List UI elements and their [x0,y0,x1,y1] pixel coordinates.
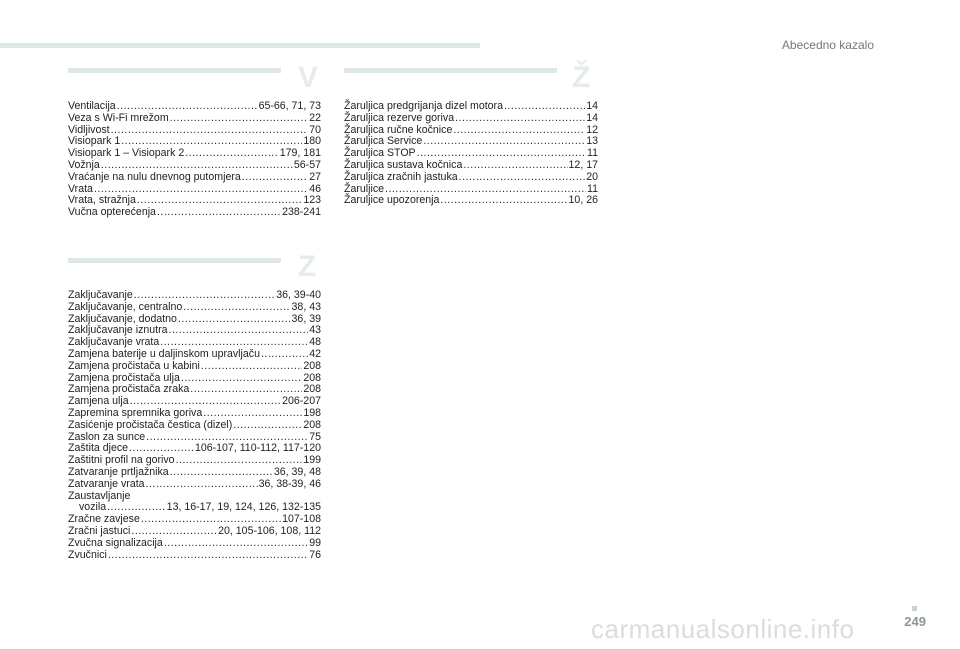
entry-pages: 180 [303,135,321,148]
index-entry [344,195,598,207]
entry-name: Zamjena pročistača u kabini [68,359,200,372]
index-entry [68,113,321,125]
index-entry [68,172,321,184]
entry-pages: 43 [309,324,321,337]
entry-name: Zračni jastuci [68,524,131,537]
leader-dots [504,101,585,113]
entry-pages: 206-207 [282,395,321,408]
leader-dots [233,420,302,432]
entry-pages: 107-108 [282,513,321,526]
entry-name: Zatvaranje prtljažnika [68,465,169,478]
entry-pages: 42 [309,347,321,360]
leader-dots [459,172,586,184]
section-v-rule [68,68,281,73]
entry-pages: 20, 105-106, 108, 112 [218,524,321,537]
entry-pages: 36, 39 [291,312,321,325]
entry-pages: 75 [309,430,321,443]
entry-name: Zaštita djece [68,442,129,455]
leader-dots [108,550,308,562]
entry-name: Zamjena baterije u daljinskom upravljaču [68,347,260,360]
section-v-letter: V [298,61,319,94]
entry-name: Vrata [68,182,93,195]
index-entry [68,538,321,550]
entry-name: Žaruljice [344,182,385,195]
entry-name: Vraćanje na nulu dnevnog putomjera [68,170,241,183]
entry-name: Visiopark 1 – Visiopark 2 [68,147,185,160]
entry-name: Vučna opterećenja [68,206,156,219]
index-entry [68,420,321,432]
entry-pages: 56-57 [293,158,321,171]
index-entry [68,526,321,538]
leader-dots [261,349,308,361]
entry-name: Visiopark 1 [68,135,121,148]
entry-name: Žaruljice upozorenja [344,194,440,207]
entry-pages: 12 [586,123,598,136]
entry-pages: 22 [309,111,321,124]
entry-name: Žaruljica zračnih jastuka [344,170,458,183]
entry-name: Vrata, stražnja [68,194,136,207]
index-entry [68,408,321,420]
entry-pages: 11 [587,147,598,160]
leader-dots [101,160,293,172]
leader-dots [170,467,273,479]
entry-pages: 36, 39, 48 [273,465,321,478]
entry-pages: 199 [303,454,321,467]
entry-pages: 13, 16-17, 19, 124, 126, 132-135 [166,501,321,514]
section-zh-entries [344,101,598,207]
entry-name: Žaruljica ručne kočnice [344,123,453,136]
index-entry [344,160,598,172]
entry-name: Zvučna signalizacija [68,536,163,549]
leader-dots [169,325,309,337]
index-entry [68,349,321,361]
leader-dots [178,314,291,326]
entry-name: Ventilacija [68,100,116,112]
entry-name: Žaruljica predgrijanja dizel motora [344,100,503,112]
leader-dots [164,538,308,550]
entry-pages: 46 [309,182,321,195]
leader-dots [453,125,585,137]
entry-name: Zaključavanje, dodatno [68,312,177,325]
entry-pages: 208 [303,359,321,372]
section-z-letter: Z [298,250,317,283]
entry-name: Žaruljica Service [344,135,423,148]
leader-dots [455,113,585,125]
index-entry [68,361,321,373]
entry-name: Zvučnici [68,548,107,561]
index-entry [68,160,321,172]
section-zh-rule [344,68,557,73]
leader-dots [170,113,309,125]
leader-dots [423,136,585,148]
entry-name: Zaslon za sunce [68,430,146,443]
leader-dots [181,373,302,385]
entry-name: Veza s Wi-Fi mrežom [68,111,169,124]
entry-pages: 198 [303,406,321,419]
entry-name: Zamjena pročistača zraka [68,383,190,396]
index-entry [68,207,321,219]
page-marker [912,606,917,611]
entry-pages: 106-107, 110-112, 117-120 [194,442,321,455]
entry-name: Zaustavljanje [68,489,131,502]
entry-name: Zapremina spremnika goriva [68,406,203,419]
section-z-entries [68,290,321,561]
index-entry [68,479,321,491]
entry-name: Zamjena ulja [68,395,129,408]
entry-name: Zaštitni profil na gorivo [68,454,175,467]
leader-dots [201,361,302,373]
entry-name: Zaključavanje, centralno [68,300,183,313]
entry-name: Zaključavanje iznutra [68,324,168,337]
entry-name: Zasićenje pročistača čestica (dizel) [68,418,233,431]
entry-pages: 208 [303,383,321,396]
entry-name: Zatvaranje vrata [68,477,145,490]
entry-pages: 20 [586,170,598,183]
leader-dots [185,148,279,160]
index-entry [344,172,598,184]
entry-pages: 27 [309,170,321,183]
index-entry [344,113,598,125]
section-z-rule [68,258,281,263]
page-header-title: Abecedno kazalo [781,38,874,52]
entry-pages: 99 [309,536,321,549]
index-entry [68,550,321,562]
index-entry [68,302,321,314]
watermark: carmanualsonline.info [591,614,855,644]
entry-pages: 36, 39-40 [276,289,321,301]
entry-pages: 13 [586,135,598,148]
header-bar [0,43,480,48]
leader-dots [203,408,302,420]
entry-pages: 12, 17 [568,158,598,171]
entry-pages: 238-241 [282,206,321,219]
leader-dots [146,479,258,491]
entry-pages: 36, 38-39, 46 [258,477,321,490]
entry-name: Žaruljica STOP [344,147,416,160]
entry-pages: 48 [309,336,321,349]
section-v-entries [68,101,321,219]
entry-pages: 14 [586,111,598,124]
leader-dots [242,172,308,184]
entry-name: Zaključavanje [68,289,133,301]
entry-name: Žaruljica rezerve goriva [344,111,455,124]
entry-pages: 11 [587,182,598,195]
entry-pages: 208 [303,371,321,384]
entry-pages: 38, 43 [291,300,321,313]
entry-pages: 14 [586,100,598,112]
entry-pages: 123 [303,194,321,207]
entry-name: Zračne zavjese [68,513,140,526]
leader-dots [111,125,309,137]
entry-name: Vožnja [68,158,100,171]
entry-pages: 10, 26 [568,194,598,207]
leader-dots [137,195,302,207]
entry-pages: 65-66, 71, 73 [258,100,321,112]
page-number: 249 [904,614,926,629]
entry-pages: 76 [309,548,321,561]
entry-name: Zaključavanje vrata [68,336,160,349]
entry-name: Vidljivost [68,123,110,136]
leader-dots [463,160,567,172]
entry-name: Zamjena pročistača ulja [68,371,180,384]
index-entry [68,148,321,160]
leader-dots [440,195,567,207]
entry-pages: 179, 181 [279,147,321,160]
index-entry [68,467,321,479]
entry-name: vozila [79,501,107,514]
leader-dots [157,207,281,219]
leader-dots [131,526,217,538]
entry-name: Žaruljica sustava kočnica [344,158,463,171]
leader-dots [183,302,290,314]
entry-pages: 208 [303,418,321,431]
section-zh-letter: Ž [572,61,591,94]
entry-pages: 70 [309,123,321,136]
